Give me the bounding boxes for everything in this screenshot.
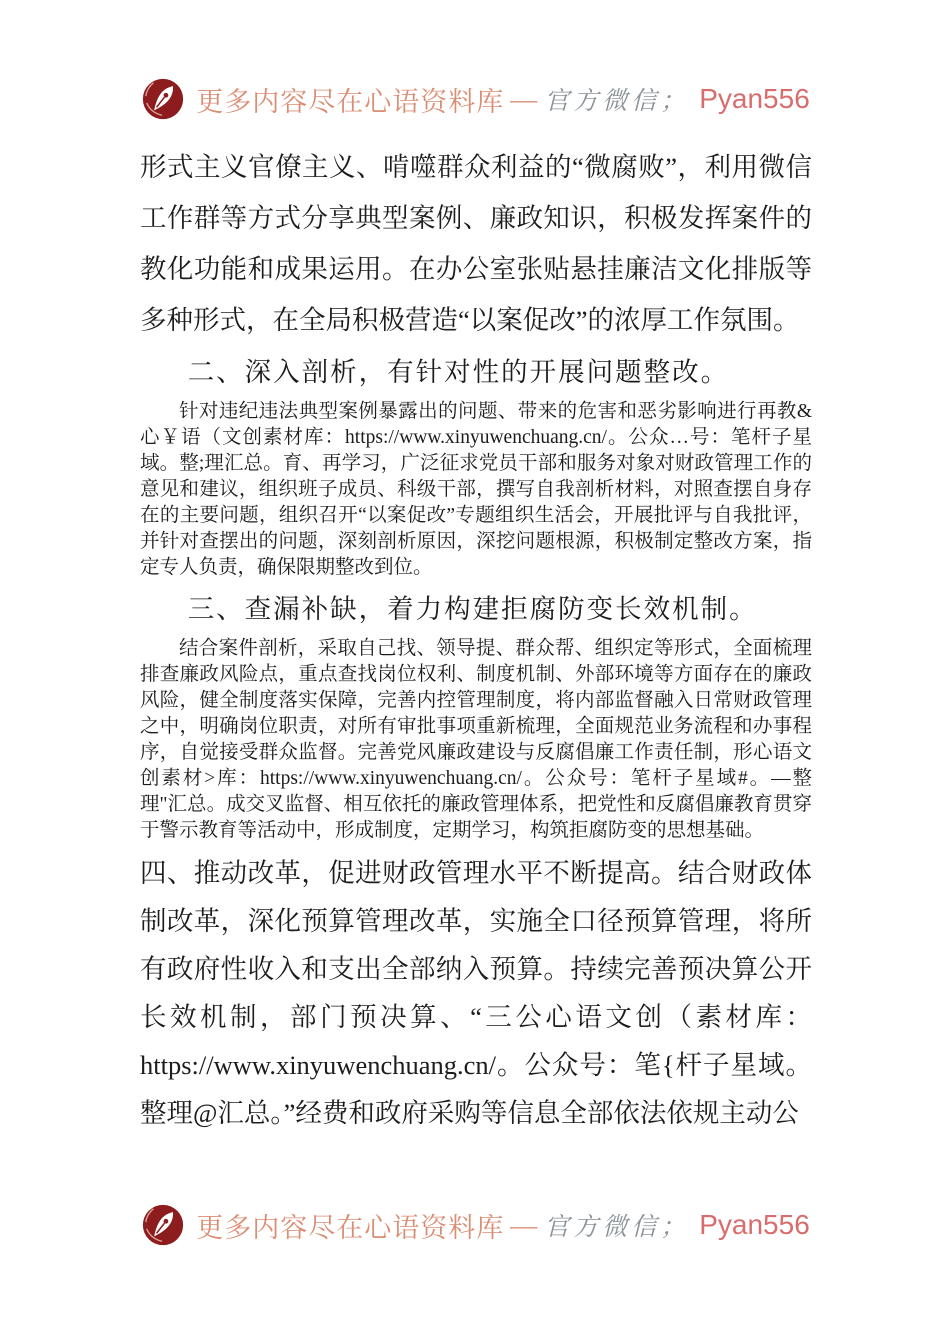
wechat-label: 官方微信；	[544, 88, 690, 115]
wechat-id: Pyan556	[699, 83, 810, 114]
section-heading-2: 二、深入剖析，有针对性的开展问题整改。	[187, 357, 730, 387]
paragraph-continuation: 形式主义官僚主义、啃噬群众利益的“微腐败”，利用微信工作群等方式分享典型案例、廉政知识，积极发挥案件的教化功能和成果运用。在办公室张贴悬挂廉洁文化排版等多种形式，在全局积极营造“以案促改”的浓厚工作氛围。	[140, 152, 812, 335]
wechat-label: 官方微信；	[544, 1214, 690, 1241]
watermark-footer	[0, 1202, 950, 1248]
pen-nib-logo-icon	[140, 1202, 186, 1248]
brand-dash: —	[510, 83, 539, 114]
section-heading-3: 三、查漏补缺，着力构建拒腐防变长效机制。	[187, 594, 758, 624]
paragraph-section-4: 四、推动改革，促进财政管理水平不断提高。结合财政体制改革，深化预算管理改革，实施全口径预算管理，将所有政府性收入和支出全部纳入预算。持续完善预决算公开长效机制，部门预决算、“三公心语文创（素材库：https://www.xinyuwenchuang.cn/。公众号：笔{杆子星域。整理@汇总。”经费和政府采购等信息全部依法依规主动公	[140, 858, 812, 1128]
paragraph-section-3: 结合案件剖析，采取自己找、领导提、群众帮、组织定等形式，全面梳理排查廉政风险点，重点查找岗位权利、制度机制、外部环境等方面存在的廉政风险，健全制度落实保障，完善内控管理制度，将内部监督融入日常财政管理之中，明确岗位职责，对所有审批事项重新梳理，全面规范业务流程和办事程序，自觉接受群众监督。完善党风廉政建设与反腐倡廉工作责任制，形心语文创素材>库：https://www.xinyuwenchuang.cn/。公众号：笔杆子星域#。—整理"汇总。成交叉监督、相互依托的廉政管理体系，把党性和反腐倡廉教育贯穿于警示教育等活动中，形成制度，定期学习，构筑拒腐防变的思想基础。	[140, 638, 812, 841]
brand-slogan: 更多内容尽在心语资料库	[196, 1212, 505, 1243]
watermark-header	[0, 76, 950, 122]
paragraph-section-2: 针对违纪违法典型案例暴露出的问题、带来的危害和恶劣影响进行再教&心￥语（文创素材库：https://www.xinyuwenchuang.cn/。公众…号：笔杆子星域。整;理汇总。育、再学习，广泛征求党员干部和服务对象对财政管理工作的意见和建议，组织班子成员、科级干部，撰写自我剖析材料，对照查摆自身存在的主要问题，组织召开“以案促改”专题组织生活会，开展批评与自我批评，并针对查摆出的问题，深刻剖析原因，深挖问题根源，积极制定整改方案，指定专人负责，确保限期整改到位。	[140, 401, 812, 578]
brand-slogan: 更多内容尽在心语资料库	[196, 86, 505, 117]
pen-nib-logo-icon	[140, 76, 186, 122]
wechat-id: Pyan556	[699, 1209, 810, 1240]
document-body	[140, 142, 812, 1137]
brand-dash: —	[510, 1209, 539, 1240]
